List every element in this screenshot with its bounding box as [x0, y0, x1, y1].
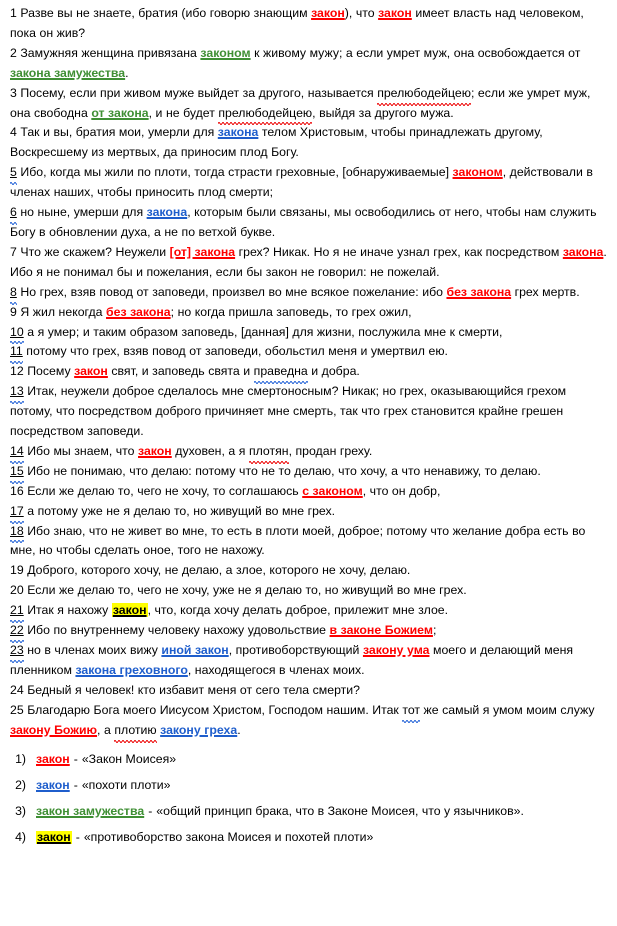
verse-number: 20 [10, 583, 24, 598]
verse-text: грех? Никак. Но я не иначе узнал грех, как посредством [235, 244, 563, 259]
verse-text: Итак, неужели [27, 384, 110, 399]
keyword-green: от закона [91, 105, 149, 120]
verse-number: 6 [10, 203, 17, 223]
verse-paragraph [10, 44, 607, 84]
keyword-red: закон [138, 443, 172, 458]
verse-text: Ибо не понимаю, что делаю: потому что не то делаю, что хочу, а что ненавижу, то делаю. [27, 463, 541, 478]
verse-number: 2 [10, 45, 17, 60]
verse-number: 24 [10, 682, 24, 697]
verse-text: Доброго, которого хочу, не делаю, а злое, которого не хочу, делаю. [27, 563, 411, 578]
verse-text: грех мертв. [511, 284, 580, 299]
spellcheck-word: прелюбодейцею [218, 104, 312, 124]
verse-number: 25 [10, 702, 24, 717]
keyword-red: закону Божию [10, 722, 98, 737]
verse-list [10, 4, 607, 741]
verse-paragraph [10, 641, 607, 681]
verse-number: 18 [10, 522, 24, 542]
verse-paragraph [10, 701, 607, 741]
verse-paragraph [10, 163, 607, 203]
legend-item [10, 831, 607, 843]
keyword-red: [от] закона [169, 244, 236, 259]
keyword-red: закон [74, 364, 108, 379]
verse-text: Ибо по внутреннему человеку нахожу удовольствие [27, 623, 330, 638]
verse-text: моего и делающий меня пленником [10, 643, 574, 677]
verse-text: Что же скажем? Неужели [20, 244, 170, 259]
verse-text: , которым были связаны, мы освободились от него, чтобы нам служить Богу в обновлении духа, а не по ветхой букве. [10, 205, 597, 239]
verse-text: доброе сделалось мне смертоносным? Никак; но грех, оказывающийся грехом потому, что посредством доброго причиняет мне смерть, так что грех становится крайне грешен посредством заповеди. [10, 384, 567, 439]
verse-text: , действовали в членах наших, чтобы приносить плод смерти; [10, 165, 593, 200]
keyword-red: без закона [106, 304, 171, 319]
verse-number: 4 [10, 125, 17, 140]
verse-number: 9 [10, 304, 17, 319]
keyword-blue: закона греховного [75, 662, 188, 677]
legend-dash: - [73, 751, 78, 766]
verse-text: ; если же умрет муж, она свободна [10, 85, 591, 120]
verse-text: свят, и заповедь свята и [107, 364, 254, 379]
verse-text: Так и вы, братия мои, умерли для [20, 125, 218, 140]
keyword-blue: закона [217, 125, 259, 140]
verse-number: 13 [10, 382, 24, 402]
legend-item [10, 805, 607, 817]
verse-paragraph [10, 123, 607, 163]
keyword-blue: иной закон [161, 643, 229, 657]
keyword-blue: закону греха [160, 722, 238, 737]
verse-paragraph [10, 323, 607, 343]
verse-text: потому что грех [26, 344, 117, 359]
verse-paragraph [10, 502, 607, 522]
verse-text: . [125, 65, 129, 80]
legend-marker: 2) [15, 777, 26, 792]
keyword-red: с законом [302, 483, 363, 498]
verse-text: же самый я умом моим служу [420, 702, 595, 717]
verse-text: Ибо знаю, что не живет во мне, то есть в плоти моей, доброе; потому что желание добра есть во мне, но чтобы сделать оное, того не нахожу. [10, 523, 586, 558]
verse-text: , а [97, 722, 115, 737]
verse-number: 11 [10, 342, 23, 362]
verse-number: 5 [10, 163, 17, 183]
verse-paragraph [10, 621, 607, 641]
verse-paragraph [10, 382, 607, 442]
verse-text: Ибо, когда мы жили по плоти, тогда страсти греховные, [обнаруживаемые] [20, 165, 453, 180]
verse-text: , что, когда хочу делать доброе, прилежит мне злое. [147, 603, 449, 618]
verse-text: телом Христовым, чтобы принадлежать другому, Воскресшему из мертвых, да приносим плод Богу. [10, 125, 543, 160]
legend-list [10, 753, 607, 844]
verse-number: 21 [10, 601, 24, 621]
verse-text: духовен, а я [171, 443, 249, 458]
verse-number: 23 [10, 641, 24, 661]
verse-text: Замужняя женщина привязана [20, 45, 201, 60]
keyword-red: в законе Божием [329, 623, 433, 638]
verse-number: 3 [10, 85, 17, 100]
verse-text: ), что [344, 6, 379, 20]
verse-paragraph [10, 342, 607, 362]
keyword-red: закон [378, 6, 412, 20]
legend-marker: 1) [15, 751, 26, 766]
legend-dash: - [75, 830, 80, 845]
verse-paragraph [10, 4, 607, 44]
verse-text: и добра. [307, 364, 360, 379]
legend-marker: 4) [15, 830, 26, 845]
legend-dash: - [73, 777, 78, 792]
verse-text: , что он добр, [362, 483, 441, 498]
legend-marker: 3) [15, 804, 26, 819]
verse-text: Но грех, взяв повод от заповеди, произвел во мне всякое пожелание: ибо [20, 284, 447, 299]
verse-number: 8 [10, 283, 17, 303]
verse-text: имеет власть над человеком, пока он жив? [10, 6, 584, 40]
verse-number: 7 [10, 244, 17, 259]
keyword-red: закону ума [362, 643, 430, 657]
verse-number: 10 [10, 323, 24, 343]
spellcheck-word: прелюбодейцею [377, 84, 471, 104]
spellcheck-word: плотян [249, 442, 289, 462]
keyword-red: закон [311, 6, 345, 20]
verse-number: 1 [10, 6, 17, 20]
verse-number: 12 [10, 364, 24, 379]
verse-text: а я умер; и таким образом заповедь, [данная] для жизни, послужила мне к смерти, [27, 324, 503, 339]
keyword-red: законом [452, 165, 503, 180]
verse-text: Если же делаю то, чего не хочу, уже не я делаю то, но живущий во мне грех. [27, 583, 467, 598]
spellcheck-word: тот [402, 701, 420, 721]
verse-text: но ныне, умерши для [20, 205, 147, 220]
verse-text: Ибо мы знаем, что [27, 443, 139, 458]
verse-text: , взяв повод от заповеди, обольстил меня и умертвил ею. [116, 344, 448, 359]
verse-text: Посему [27, 364, 75, 379]
verse-text: , противоборствующий [228, 643, 363, 657]
legend-gloss: «противоборство закона Моисея и похотей плоти» [83, 830, 374, 845]
verse-text: к живому мужу; а если умрет муж, она освобождается от [250, 45, 581, 60]
verse-number: 15 [10, 462, 24, 482]
legend-term-hl: закон [37, 830, 71, 845]
verse-text: но в членах моих вижу [27, 643, 162, 657]
verse-text: ; [432, 623, 437, 638]
spellcheck-word: праведна [254, 362, 308, 382]
legend-item [10, 779, 607, 791]
verse-text: , и не будет [148, 105, 219, 120]
verse-text: Я жил некогда [20, 304, 107, 319]
legend-gloss: «похоти плоти» [81, 777, 171, 792]
verse-text: Посему, если при живом муже выйдет за другого, называется [20, 85, 378, 100]
legend-term-green: закон замужества [36, 804, 145, 819]
verse-paragraph [10, 362, 607, 382]
verse-paragraph [10, 203, 607, 243]
verse-number: 22 [10, 621, 24, 641]
verse-text: Если же делаю то, чего не хочу, то соглашаюсь [27, 483, 303, 498]
verse-number: 16 [10, 483, 24, 498]
verse-number: 19 [10, 563, 24, 578]
keyword-red: без закона [446, 284, 512, 299]
keyword-hl: закон [112, 603, 147, 618]
verse-text: а потому уже не я делаю то, но живущий во мне грех. [27, 503, 336, 518]
legend-item [10, 753, 607, 765]
verse-paragraph [10, 522, 607, 562]
verse-text: Благодарю Бога моего Иисусом Христом, Господом нашим. Итак [27, 702, 403, 717]
keyword-blue: закона [146, 205, 188, 220]
legend-term-blue: закон [36, 777, 70, 792]
verse-paragraph [10, 243, 607, 283]
verse-paragraph [10, 84, 607, 124]
verse-text: ; но когда пришла заповедь, то грех ожил, [170, 304, 412, 319]
verse-number: 17 [10, 502, 24, 522]
keyword-green: закона замужества [10, 65, 126, 80]
verse-paragraph [10, 303, 607, 323]
verse-text: Бедный я человек! кто избавит меня от сего тела смерти? [27, 682, 360, 697]
legend-term-red: закон [36, 751, 70, 766]
verse-text: , находящегося в членах моих. [187, 662, 365, 677]
verse-paragraph [10, 561, 607, 581]
verse-paragraph [10, 442, 607, 462]
keyword-red: закона [562, 244, 604, 259]
keyword-green: законом [200, 45, 251, 60]
verse-paragraph [10, 482, 607, 502]
legend-dash: - [148, 804, 153, 819]
verse-number: 14 [10, 442, 24, 462]
legend-gloss: «Закон Моисея» [81, 751, 177, 766]
verse-text: . Ибо я не понимал бы и пожелания, если бы закон не говорил: не пожелай. [10, 244, 607, 279]
verse-paragraph [10, 581, 607, 601]
verse-paragraph [10, 462, 607, 482]
verse-text: . [237, 722, 241, 737]
verse-text: Итак я нахожу [27, 603, 112, 618]
verse-paragraph [10, 601, 607, 621]
verse-paragraph [10, 681, 607, 701]
spellcheck-word: плотию [114, 721, 156, 741]
verse-text: , выйдя за другого мужа. [312, 105, 454, 120]
verse-text: , продан греху. [288, 443, 373, 458]
verse-paragraph [10, 283, 607, 303]
legend-gloss: «общий принцип брака, что в Законе Моисея, что у язычников». [156, 804, 524, 819]
verse-text: Разве вы не знаете, братия (ибо говорю знающим [20, 6, 312, 20]
